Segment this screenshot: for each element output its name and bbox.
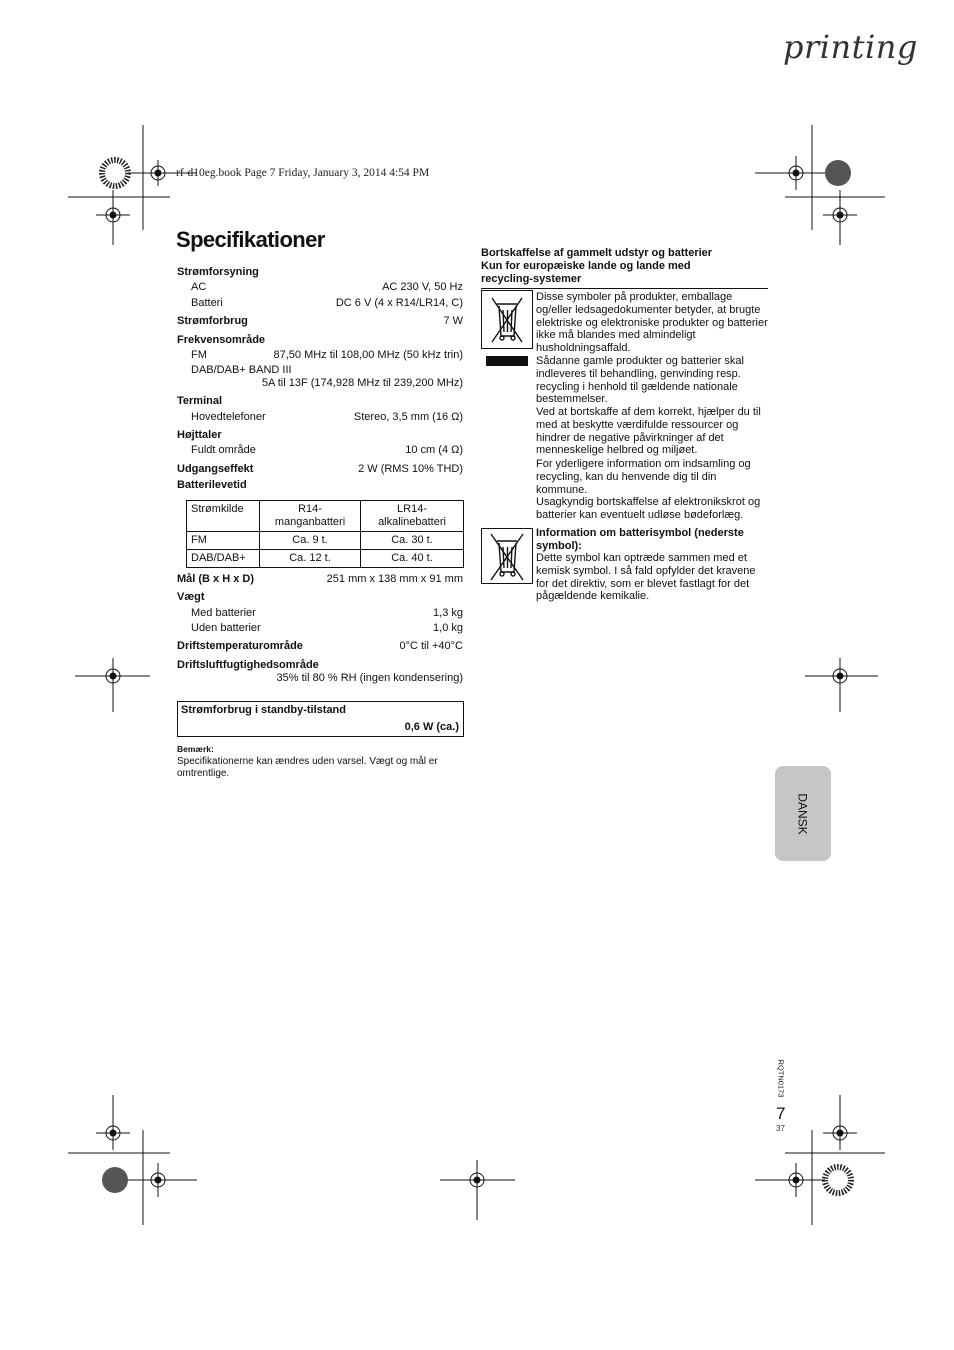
note-text: Specifikationerne kan ændres uden varsel. Vægt og mål er omtrentlige. — [177, 756, 438, 779]
spec-humidity-value: 35% til 80 % RH (ingen kondensering) — [276, 672, 463, 684]
disposal-paragraph: For yderligere information om indsamling og recycling, kan du henvende dig til din kommune. — [536, 458, 751, 496]
spec-output-label: Udgangseffekt — [177, 463, 254, 475]
note-heading: Bemærk: — [177, 744, 214, 754]
spec-ac-value: AC 230 V, 50 Hz — [382, 281, 463, 293]
printing-mark: printing — [783, 28, 918, 66]
disposal-heading-line: recycling-systemer — [481, 273, 582, 285]
battery-symbol-heading: Information om batterisymbol (nederste symbol): — [536, 527, 744, 552]
table-row — [187, 550, 464, 568]
spec-speaker-label: Højttaler — [177, 429, 222, 441]
standby-value: 0,6 W (ca.) — [404, 721, 459, 733]
disposal-paragraph: Ved at bortskaffe af dem korrekt, hjælper du til med at beskytte værdifulde ressourcer og hindrer de negative påvirkninger af det menneskelige helbred og miljøet. — [536, 406, 761, 457]
disposal-heading-line: Kun for europæiske lande og lande med — [481, 260, 691, 272]
crossed-bin-icon — [481, 290, 533, 372]
spec-ac-label: AC — [191, 281, 207, 293]
spec-dab-value: 5A til 13F (174,928 MHz til 239,200 MHz) — [261, 377, 463, 389]
spec-weight-label: Vægt — [177, 591, 205, 603]
spec-frequency-label: Frekvensområde — [177, 334, 266, 346]
spec-battery-life-label: Batterilevetid — [177, 479, 247, 491]
spec-battery-value: DC 6 V (4 x R14/LR14, C) — [335, 297, 463, 309]
spec-consumption-value: 7 W — [443, 315, 463, 327]
table-cell: DAB/DAB+ — [187, 550, 260, 568]
spec-terminal-label: Terminal — [177, 395, 223, 407]
spec-dab-label: DAB/DAB+ BAND III — [191, 364, 292, 376]
spec-consumption-label: Strømforbrug — [177, 315, 248, 327]
table-header-cell: Strømkilde — [187, 501, 260, 532]
table-header-cell: LR14- alkalinebatteri — [361, 501, 464, 532]
spec-battery-label: Batteri — [191, 297, 223, 309]
table-cell: Ca. 9 t. — [260, 532, 361, 550]
spec-dimensions-value: 251 mm x 138 mm x 91 mm — [326, 573, 463, 585]
spec-with-battery-value: 1,3 kg — [433, 607, 463, 619]
spec-op-temp-value: 0°C til +40°C — [399, 640, 463, 652]
spec-fullrange-label: Fuldt område — [191, 444, 256, 456]
spec-without-battery-label: Uden batterier — [191, 622, 261, 634]
disposal-paragraph: Sådanne gamle produkter og batterier skal indleveres til behandling, genvinding resp. recycling i henhold til gældende nationale bestemmelser. — [536, 355, 744, 406]
disposal-heading — [481, 247, 712, 286]
spec-output-value: 2 W (RMS 10% THD) — [358, 463, 463, 475]
battery-bin-icon — [481, 528, 533, 584]
document-code — [756, 1059, 806, 1097]
disposal-paragraph: Usagkyndig bortskaffelse af elektronikskrot og batterier kan eventuelt udløse bødeforlæg. — [536, 496, 761, 521]
document-code-text: RQTN0173 — [776, 1059, 786, 1097]
standby-box — [177, 701, 464, 737]
book-header-line: rf-d10eg.book Page 7 Friday, January 3, 2014 4:54 PM — [176, 167, 430, 179]
battery-symbol-text: Dette symbol kan optræde sammen med et kemisk symbol. I så fald opfylder det kravene for det direktiv, som er blevet fastlagt for det pågældende kemikalie. — [536, 552, 756, 603]
table-row — [187, 532, 464, 550]
table-header-row — [187, 501, 464, 532]
spec-headphones-value: Stereo, 3,5 mm (16 Ω) — [353, 411, 463, 423]
table-cell: Ca. 40 t. — [361, 550, 464, 568]
battery-life-table — [186, 500, 464, 568]
spec-fm-value: 87,50 MHz til 108,00 MHz (50 kHz trin) — [273, 349, 463, 361]
page-sub-number: 37 — [776, 1124, 785, 1133]
table-cell: FM — [187, 532, 260, 550]
spec-fm-label: FM — [191, 349, 207, 361]
table-header-cell: R14- manganbatteri — [260, 501, 361, 532]
page-number: 7 — [776, 1104, 786, 1123]
disposal-paragraph: Disse symboler på produkter, emballage og/eller ledsagedokumenter betyder, at brugte elektriske og elektroniske produkter og batterier ikke må blandes med almindeligt husholdningsaffald. — [536, 291, 768, 355]
spec-headphones-label: Hovedtelefoner — [191, 411, 266, 423]
table-cell: Ca. 12 t. — [260, 550, 361, 568]
spec-op-temp-label: Driftstemperaturområde — [177, 640, 303, 652]
language-tab-text: DANSK — [796, 792, 810, 835]
spec-dimensions-label: Mål (B x H x D) — [177, 573, 255, 585]
language-tab-label — [775, 766, 831, 861]
table-cell: Ca. 30 t. — [361, 532, 464, 550]
spec-humidity-label: Driftsluftfugtighedsområde — [177, 659, 319, 671]
heading-divider — [481, 288, 768, 289]
standby-label: Strømforbrug i standby-tilstand — [181, 704, 346, 716]
spec-power-supply: Strømforsyning — [177, 266, 259, 278]
spec-without-battery-value: 1,0 kg — [433, 622, 463, 634]
spec-with-battery-label: Med batterier — [191, 607, 256, 619]
page-title: Specifikationer — [176, 227, 325, 252]
disposal-heading-line: Bortskaffelse af gammelt udstyr og batterier — [481, 247, 713, 259]
spec-fullrange-value: 10 cm (4 Ω) — [405, 444, 463, 456]
